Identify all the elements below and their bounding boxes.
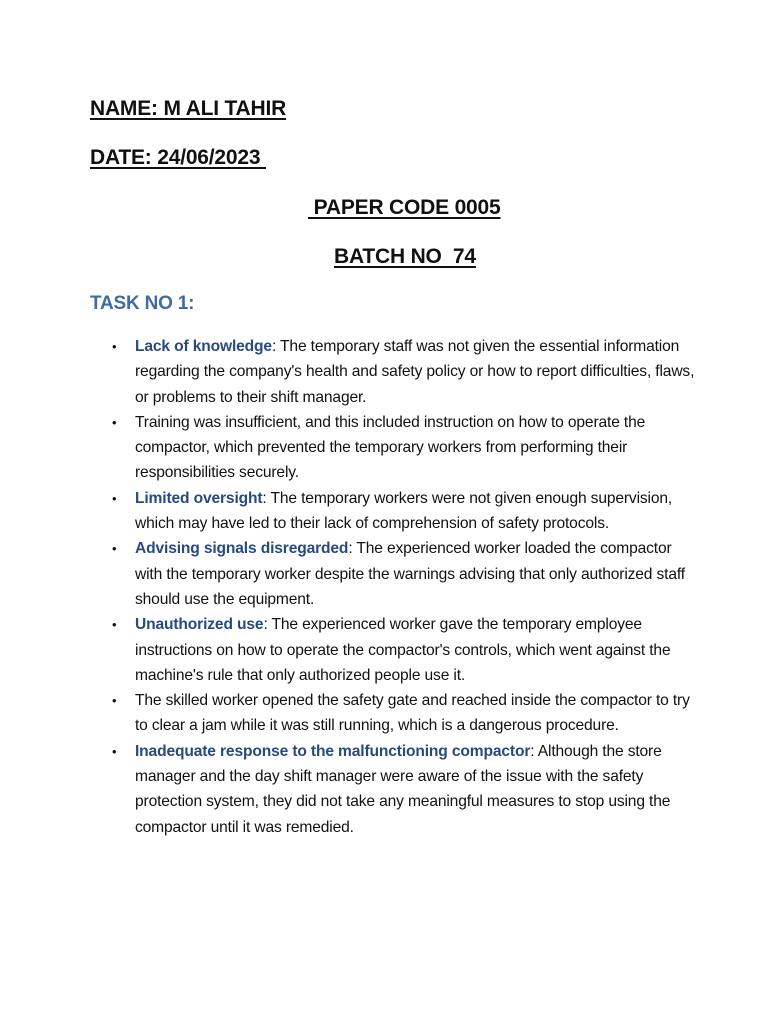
batch-number-heading: BATCH NO 74: [334, 245, 476, 268]
bullet-keyword: Inadequate response to the malfunctioning compactor: [135, 742, 531, 760]
name-heading: NAME: M ALI TAHIR: [90, 97, 287, 120]
task-heading: TASK NO 1:: [90, 293, 195, 314]
bullet-icon: •: [112, 617, 117, 633]
list-item: [112, 688, 695, 739]
list-item: [112, 410, 695, 486]
bullet-text: : Although the store manager and the day shift manager were aware of the issue with the safety protection system, they did not take any meaningful measures to stop using the compactor until it was remedied.: [135, 742, 671, 836]
bullet-keyword: Advising signals disregarded: [135, 540, 349, 558]
list-item: [112, 612, 695, 688]
list-item: [112, 334, 695, 410]
bullet-keyword: Lack of knowledge: [135, 338, 272, 355]
bullet-keyword: Unauthorized use: [135, 616, 264, 634]
list-item: [112, 536, 695, 612]
bullet-icon: •: [112, 414, 117, 430]
bullet-text: The skilled worker opened the safety gate and reached inside the compactor to try to clear a jam while it was still running, which is a dangerous procedure.: [135, 692, 690, 735]
bullet-icon: •: [112, 490, 117, 506]
bullet-icon: •: [112, 693, 117, 709]
list-item: [112, 739, 695, 840]
bullet-keyword: Limited oversight: [135, 489, 263, 507]
bullet-text: : The experienced worker gave the temporary employee instructions on how to operate the compactor's controls, which went against the machine's rule that only authorized people use it.: [135, 616, 671, 684]
list-item: [112, 486, 695, 537]
bullet-text: : The temporary workers were not given enough supervision, which may have led to their lack of comprehension of safety protocols.: [135, 489, 673, 533]
bullet-text: : The temporary staff was not given the essential information regarding the company's health and safety policy or how to report difficulties, flaws, or problems to their shift manager.: [135, 338, 695, 406]
paper-code-heading: PAPER CODE 0005: [308, 196, 501, 219]
bullet-icon: •: [112, 541, 117, 557]
bullet-text: : The experienced worker loaded the compactor with the temporary worker despite the warnings advising that only authorized staff should use the equipment.: [135, 540, 685, 608]
date-heading: DATE: 24/06/2023: [90, 146, 266, 169]
bullet-icon: •: [112, 339, 117, 354]
task-bullet-list: [112, 334, 695, 840]
bullet-text: Training was insufficient, and this included instruction on how to operate the compactor, which prevented the temporary workers from performing their responsibilities securely.: [135, 413, 646, 482]
bullet-icon: •: [112, 743, 117, 759]
